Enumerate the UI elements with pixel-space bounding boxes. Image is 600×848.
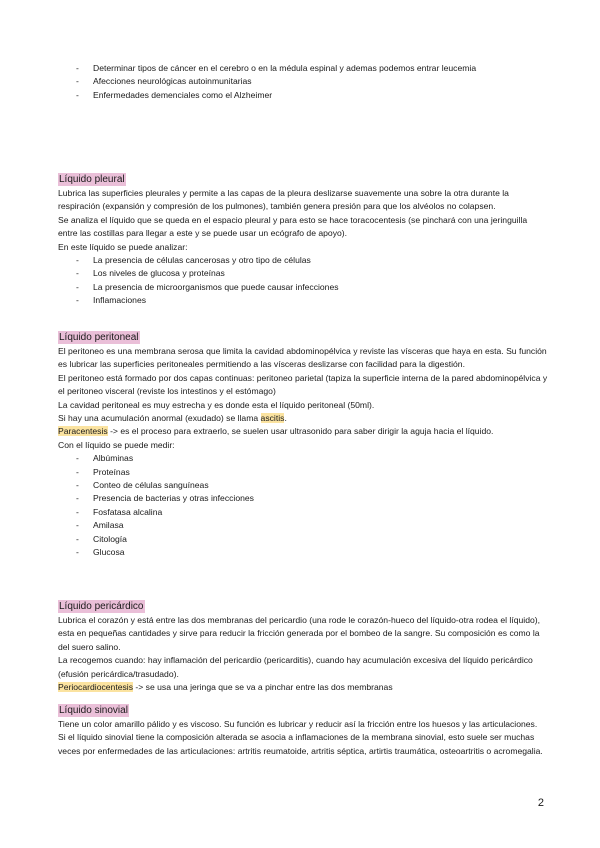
list-item: - Glucosa [58,546,548,559]
list-item: - Determinar tipos de cáncer en el cerebro o en la médula espinal y ademas podemos entrar leucemia [58,62,548,75]
section-heading: Líquido peritoneal [59,332,139,343]
text-run: Si hay una acumulación anormal (exudado) se llama [58,413,261,424]
paragraph [58,412,548,425]
list-item: - La presencia de microorganismos que puede causar infecciones [58,281,548,294]
paragraph: Lubrica el corazón y está entre las dos membranas del pericardio (una rode le corazón-hueco del líquido-otra rodea el líquido), esta en pequeñas cantidades y sirve para reducir la fricción generada por el bombeo de la sangre. Su composición es como la del suero salino. [58,615,541,652]
page-number: 2 [537,797,544,809]
highlighted-term: Periocardiocentesis [58,682,133,693]
list-item: - Proteínas [58,466,548,479]
paragraph: El peritoneo es una membrana serosa que limita la cavidad abdominopélvica y reviste las vísceras que haya en esta. Su función es lubricar las superficies peritoneales permitiendo a las vísceras deslizarse con facilidad para la digestión. [58,346,547,370]
list-item: - Inflamaciones [58,294,548,307]
paragraph: Con el líquido se puede medir: [58,439,175,450]
paragraph: La recogemos cuando: hay inflamación del pericardio (pericarditis), cuando hay acumulación excesiva del líquido pericárdico (efusión pericárdica/trasudado). [58,655,533,679]
section-heading: Líquido pleural [59,174,125,185]
list-item: - Enfermedades demenciales como el Alzheimer [58,89,548,102]
top-bullet-list [58,62,548,102]
list-item: - Los niveles de glucosa y proteínas [58,267,548,280]
paragraph: Se analiza el líquido que se queda en el espacio pleural y para esto se hace toracocentesis (se pinchará con una jeringuilla entre las costillas para llegar a este y se puede usar un ecógrafo de apoyo). [58,214,528,239]
text-run: -> es el proceso para extraerlo, se suelen usar ultrasonido para saber dirigir la aguja hacia el líquido. [107,426,494,437]
section-sinovial [58,700,548,758]
text-run: . [284,413,287,424]
paragraph: Tiene un color amarillo pálido y es viscoso. Su función es lubricar y reducir así la fricción entre los huesos y las articulaciones. [58,719,538,729]
section-pleural [58,169,548,308]
paragraph: Lubrica las superficies pleurales y permite a las capas de la pleura deslizarse suavemente una sobre la otra durante la respiración (expansión y compresión de los pulmones), también genera presión para que los alvéolos no colapsen. [58,188,509,212]
paragraph [58,681,548,694]
list-item: - Amilasa [58,519,548,532]
highlighted-term: ascitis [260,413,285,424]
paragraph: El peritoneo está formado por dos capas continuas: peritoneo parietal (tapiza la superficie interna de la pared abdominopélvica y el peritoneo visceral (reviste los intestinos y el estómago) [58,372,548,397]
list-item: - Citología [58,533,548,546]
list-item: - Afecciones neurológicas autoinmunitarias [58,75,548,88]
paragraph: La cavidad peritoneal es muy estrecha y es donde esta el líquido peritoneal (50ml). [58,399,375,410]
list-item: - Albúminas [58,452,548,465]
list-item: - La presencia de células cancerosas y otro tipo de células [58,254,548,267]
paragraph [58,425,548,438]
list-item: - Conteo de células sanguíneas [58,479,548,492]
paragraph: En este líquido se puede analizar: [58,241,188,252]
paragraph: Si el líquido sinovial tiene la composición alterada se asocia a inflamaciones de la membrana sinovial, esto suele ser muchas veces por enfermedades de las articulaciones: artritis reumatoide, artritis séptica, artirtis traumática, osteoartritis o acromegalia. [58,732,543,756]
section-heading: Líquido pericárdico [59,601,144,612]
section-peritoneal [58,327,548,560]
section-pericardico [58,596,548,694]
highlighted-term: Paracentesis [58,426,108,437]
list-item: - Fosfatasa alcalina [58,506,548,519]
text-run: -> se usa una jeringa que se va a pinchar entre las dos membranas [133,682,393,693]
section-heading: Líquido sinovial [59,705,128,716]
list-item: - Presencia de bacterias y otras infecciones [58,492,548,505]
